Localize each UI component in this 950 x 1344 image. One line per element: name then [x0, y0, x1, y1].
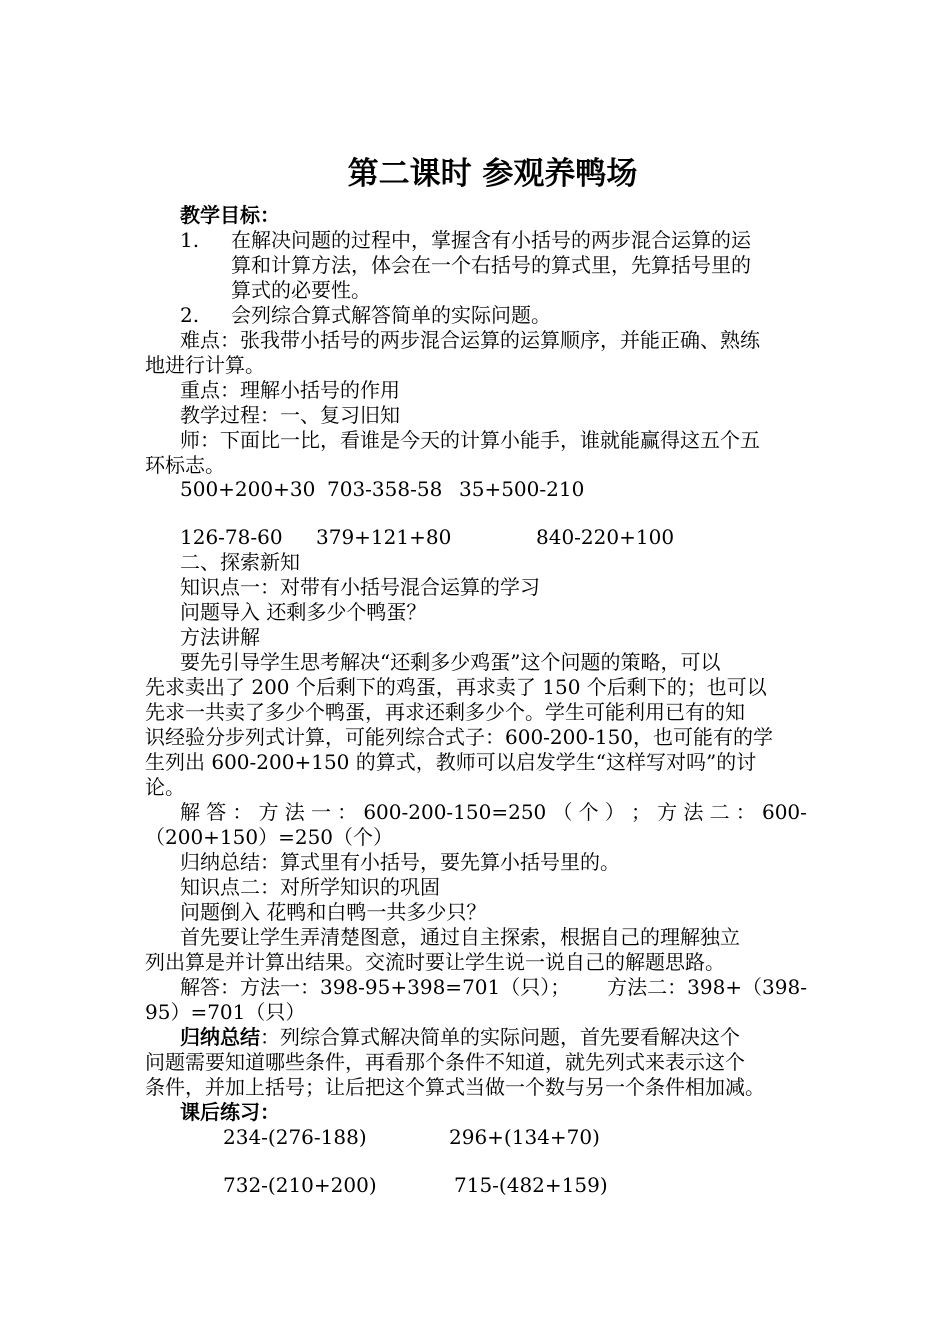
answer-2-line-2: 95）=701（只）: [145, 1000, 306, 1024]
exercise-item: 234-(276-188): [223, 1125, 367, 1149]
review-expression: 35+500-210: [459, 477, 585, 501]
exercise-item: 296+(134+70): [449, 1125, 600, 1149]
review-expression: 126-78-60: [180, 525, 283, 549]
explore-line: 首先要让学生弄清楚图意，通过自主探索，根据自己的理解独立: [180, 925, 740, 949]
review-expression: 703-358-58: [327, 477, 443, 501]
explanation-line: 生列出 600-200+150 的算式，教师可以启发学生“这样写对吗”的讨: [145, 750, 757, 774]
answer-1-line-2: （200+150）=250（个）: [145, 825, 394, 849]
knowledge-point-1: 知识点一：对带有小括号混合运算的学习: [180, 575, 540, 599]
goal-1-line-3: 算式的必要性。: [231, 278, 371, 302]
goal-number-2: 2.: [180, 303, 200, 327]
summary-2-line-3: 条件，并加上括号；让后把这个算式当做一个数与另一个条件相加减。: [145, 1075, 765, 1099]
page-title: 第二课时 参观养鸭场: [347, 156, 638, 192]
exercise-heading: 课后练习：: [180, 1100, 280, 1124]
teacher-line-2: 环标志。: [145, 453, 225, 477]
difficulty-line-1: 难点：张我带小括号的两步混合运算的运算顺序，并能正确、熟练: [180, 328, 760, 352]
summary-1: 归纳总结：算式里有小括号，要先算小括号里的。: [180, 850, 620, 874]
goal-2-text: 会列综合算式解答简单的实际问题。: [231, 303, 551, 327]
review-expression: 379+121+80: [316, 525, 452, 549]
goal-1-line-1: 在解决问题的过程中，掌握含有小括号的两步混合运算的运: [231, 228, 751, 252]
teaching-process: 教学过程：一、复习旧知: [180, 403, 400, 427]
summary-2-line-1: 归纳总结：列综合算式解决简单的实际问题，首先要看解决这个: [180, 1025, 740, 1049]
question-intro-1: 问题导入 还剩多少个鸭蛋？: [180, 600, 427, 624]
exercise-item: 732-(210+200): [223, 1173, 377, 1197]
explanation-line: 要先引导学生思考解决“还剩多少鸡蛋”这个问题的策略，可以: [180, 650, 721, 674]
difficulty-line-2: 地进行计算。: [145, 353, 265, 377]
explore-line: 列出算是并计算出结果。交流时要让学生说一说自己的解题思路。: [145, 950, 725, 974]
exercise-item: 715-(482+159): [454, 1173, 608, 1197]
explanation-line: 论。: [145, 775, 185, 799]
summary-2-label: 归纳总结: [180, 1025, 260, 1049]
explanation-line: 先求卖出了 200 个后剩下的鸡蛋，再求卖了 150 个后剩下的；也可以: [145, 675, 767, 699]
question-intro-2: 问题倒入 花鸭和白鸭一共多少只？: [180, 900, 487, 924]
knowledge-point-2: 知识点二：对所学知识的巩固: [180, 875, 440, 899]
section-heading: 二、探索新知: [180, 550, 300, 574]
answer-2-line-1: 解答：方法一：398-95+398=701（只）； 方法二：398+（398-: [180, 975, 807, 999]
summary-2-line-2: 问题需要知道哪些条件，再看那个条件不知道，就先列式来表示这个: [145, 1050, 745, 1074]
explanation-line: 识经验分步列式计算，可能列综合式子：600-200-150，也可能有的学: [145, 725, 774, 749]
teacher-line-1: 师：下面比一比，看谁是今天的计算小能手，谁就能赢得这五个五: [180, 428, 760, 452]
explanation-line: 先求一共卖了多少个鸭蛋，再求还剩多少个。学生可能利用已有的知: [145, 700, 745, 724]
goal-1-line-2: 算和计算方法，体会在一个右括号的算式里，先算括号里的: [231, 253, 751, 277]
goal-number-1: 1.: [180, 228, 200, 252]
answer-1-line-1: 解 答 ： 方 法 一 ： 600-200-150=250 （ 个 ） ； 方 法 二 ： 600-: [180, 800, 807, 824]
review-expression: 500+200+30: [180, 477, 316, 501]
goals-heading: 教学目标：: [180, 203, 280, 227]
method-heading: 方法讲解: [180, 625, 260, 649]
key-point: 重点：理解小括号的作用: [180, 378, 400, 402]
review-expression: 840-220+100: [536, 525, 675, 549]
